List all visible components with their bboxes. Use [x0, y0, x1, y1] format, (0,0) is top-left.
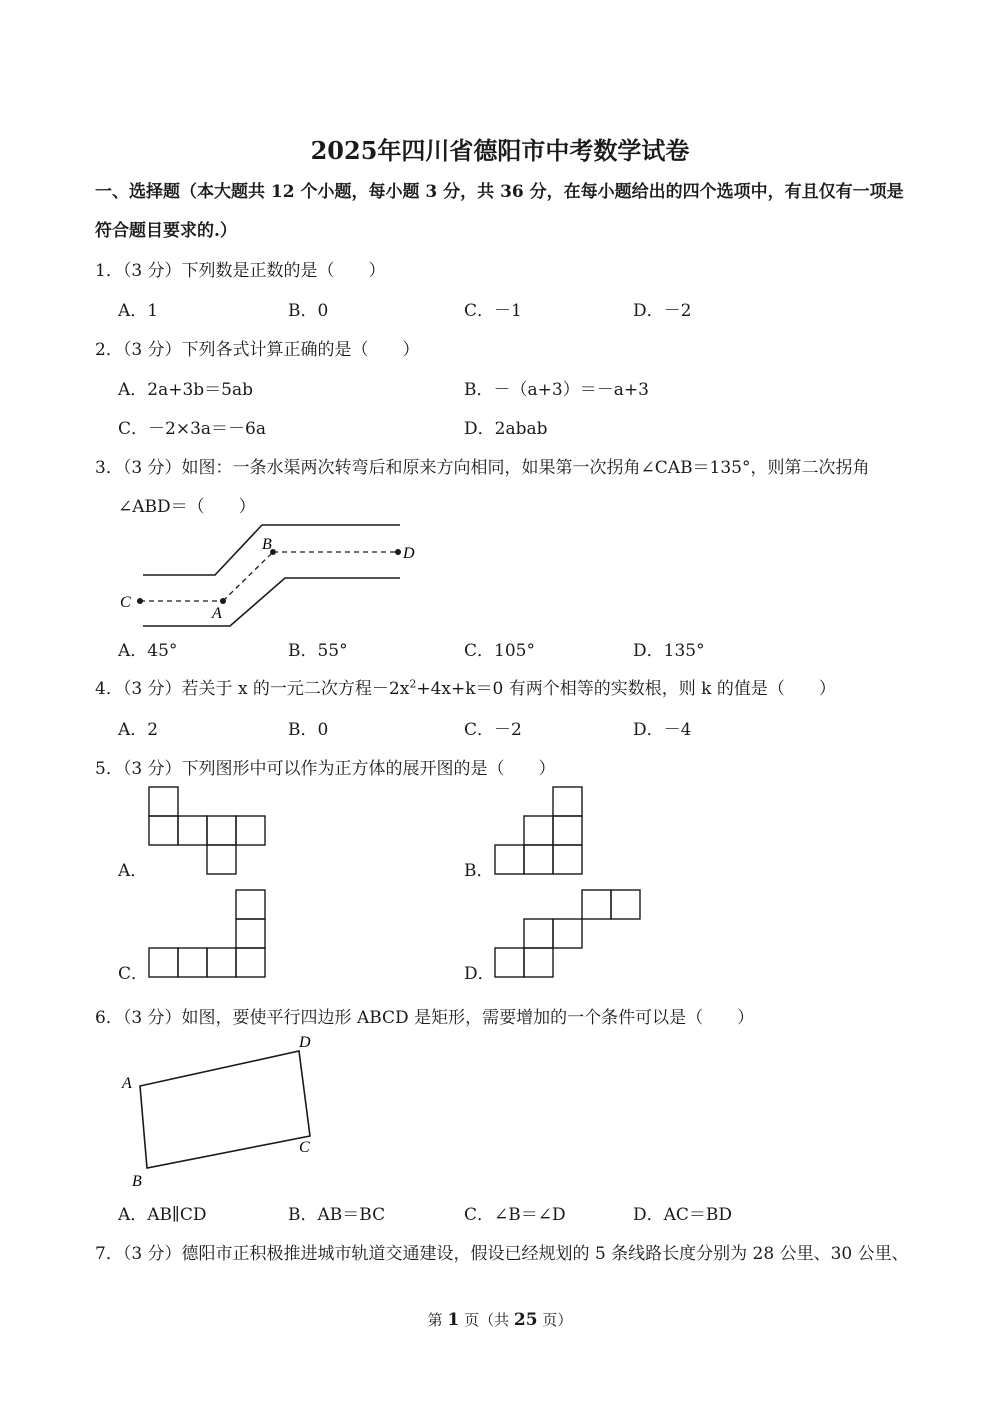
q5-stem: 5．（3 分）下列图形中可以作为正方体的展开图的是（ ） — [95, 759, 556, 779]
q3-option-c: C．105° — [464, 641, 535, 661]
section-heading-line2: 符合题目要求的.） — [95, 221, 237, 241]
q3-label-d: D — [403, 545, 415, 562]
q1-option-c: C．－1 — [464, 301, 522, 321]
q5-option-b: B． — [464, 861, 494, 881]
q3-stem-line2: ∠ABD＝（ ） — [118, 497, 256, 517]
q6-option-b: B．AB＝BC — [288, 1205, 386, 1225]
q3-option-b: B．55° — [288, 641, 348, 661]
q3-label-b: B — [262, 536, 272, 553]
q6-stem: 6．（3 分）如图，要使平行四边形 ABCD 是矩形，需要增加的一个条件可以是（ ） — [95, 1008, 755, 1028]
q3-stem-line1: 3．（3 分）如图：一条水渠两次转弯后和原来方向相同，如果第一次拐角∠CAB＝135°，则第二次拐角 — [95, 458, 870, 478]
q2-option-a: A．2a+3b＝5ab — [118, 380, 254, 400]
q3-option-d: D．135° — [633, 641, 705, 661]
q5-net-d-figure — [492, 888, 647, 980]
q6-label-c: C — [299, 1139, 310, 1156]
q1-option-d: D．－2 — [633, 301, 692, 321]
q2-option-b: B．－（a+3）＝－a+3 — [464, 380, 649, 400]
q6-option-c: C．∠B＝∠D — [464, 1205, 566, 1225]
q5-option-a: A． — [118, 861, 148, 881]
q2-option-d: D．2abab — [464, 419, 548, 439]
page-title: 2025年四川省德阳市中考数学试卷 — [310, 136, 690, 165]
q6-label-b: B — [132, 1173, 142, 1190]
q5-option-d: D． — [464, 964, 495, 984]
q3-option-a: A．45° — [118, 641, 178, 661]
q6-option-a: A．AB∥CD — [118, 1205, 207, 1225]
q3-label-a: A — [212, 605, 222, 622]
q1-option-a: A．1 — [118, 301, 159, 321]
q6-label-d: D — [299, 1034, 311, 1051]
q6-option-d: D．AC＝BD — [633, 1205, 733, 1225]
q6-label-a: A — [122, 1075, 132, 1092]
q4-option-b: B．0 — [288, 720, 329, 740]
section-heading-line1: 一、选择题（本大题共 12 个小题，每小题 3 分，共 36 分，在每小题给出的四个选项中，有且仅有一项是 — [95, 182, 904, 202]
q2-stem: 2．（3 分）下列各式计算正确的是（ ） — [95, 340, 420, 360]
q1-stem: 1．（3 分）下列数是正数的是（ ） — [95, 261, 386, 281]
q4-option-a: A．2 — [118, 720, 159, 740]
q3-label-c: C — [120, 594, 131, 611]
q3-canal-figure — [110, 520, 430, 630]
q5-net-b-figure — [492, 785, 587, 877]
q5-net-c-figure — [145, 888, 270, 980]
q4-option-d: D．－4 — [633, 720, 692, 740]
q7-stem: 7．（3 分）德阳市正积极推进城市轨道交通建设，假设已经规划的 5 条线路长度分别为 28 公里、30 公里、 — [95, 1244, 909, 1264]
q4-stem: 4．（3 分）若关于 x 的一元二次方程$-2x^2+4x+k=0$ 有两个相等的实数根，则 k 的值是（ ） — [95, 677, 836, 699]
q1-option-b: B．0 — [288, 301, 329, 321]
q2-option-c: C．－2×3a＝－6a — [118, 419, 266, 439]
q4-option-c: C．－2 — [464, 720, 522, 740]
page-footer: 第 1 页（共 25 页） — [427, 1310, 573, 1330]
q5-option-c: C． — [118, 964, 149, 984]
q5-net-a-figure — [145, 785, 270, 877]
q6-parallelogram-figure — [115, 1030, 325, 1190]
